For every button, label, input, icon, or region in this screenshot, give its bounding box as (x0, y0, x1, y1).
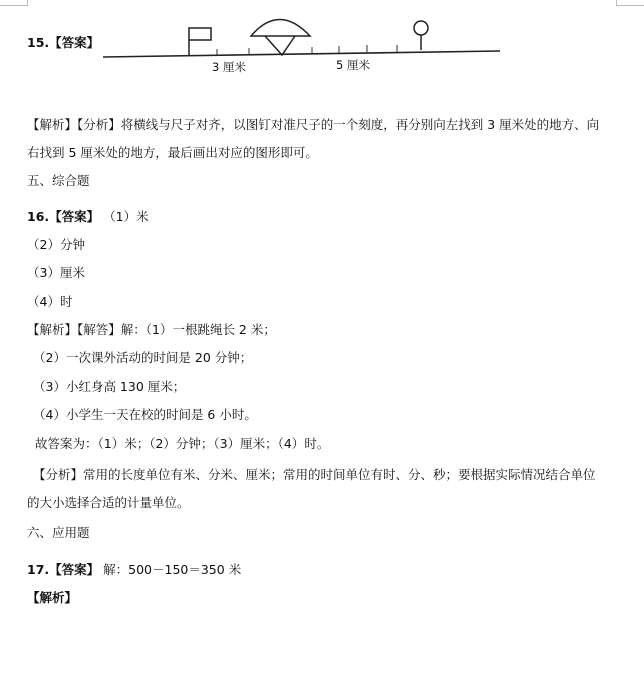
q16-answer: （3）厘米 (27, 265, 85, 280)
q15-answer-label: 15.【答案】 (27, 35, 100, 50)
q16-answer: （4）时 (27, 294, 73, 309)
section-heading: 五、综合题 (27, 173, 90, 188)
q16-solution: 【解析】【解答】解：（1）一根跳绳长 2 米； (27, 322, 276, 337)
q16-analysis: 的大小选择合适的计量单位。 (27, 495, 190, 510)
figure-label-5cm: 5 厘米 (336, 58, 370, 72)
q16-conclusion: 故答案为：（1）米；（2）分钟；（3）厘米；（4）时。 (35, 436, 330, 451)
baseline (103, 51, 500, 57)
q16-answer: （1）米 (103, 209, 149, 224)
section-heading: 六、应用题 (27, 525, 90, 540)
q16-answer: （2）分钟 (27, 237, 85, 252)
q15-analysis: 右找到 5 厘米处的地方，最后画出对应的图形即可。 (27, 145, 318, 160)
pushpin-icon (251, 20, 310, 56)
q15-analysis: 【解析】【分析】将横线与尺子对齐，以图钉对准尺子的一个刻度，再分别向左找到 3 厘米处的地方、向 (27, 117, 600, 132)
q17-analysis-label: 【解析】 (27, 590, 78, 605)
q16-solution: （4）小学生一天在校的时间是 6 小时。 (33, 407, 257, 422)
flag-icon (189, 28, 211, 55)
q17-answer-label: 17.【答案】 (27, 562, 100, 577)
tree-icon (414, 21, 428, 35)
ruler-figure (0, 0, 644, 90)
q16-analysis: 【分析】常用的长度单位有米、分米、厘米；常用的时间单位有时、分、秒；要根据实际情况结合单位 (33, 467, 596, 482)
q17-answer: 解：500－150＝350 米 (103, 562, 242, 577)
q16-solution: （3）小红身高 130 厘米； (33, 379, 186, 394)
q16-answer-label: 16.【答案】 (27, 209, 100, 224)
figure-label-3cm: 3 厘米 (212, 60, 246, 74)
q16-solution: （2）一次课外活动的时间是 20 分钟； (33, 350, 253, 365)
